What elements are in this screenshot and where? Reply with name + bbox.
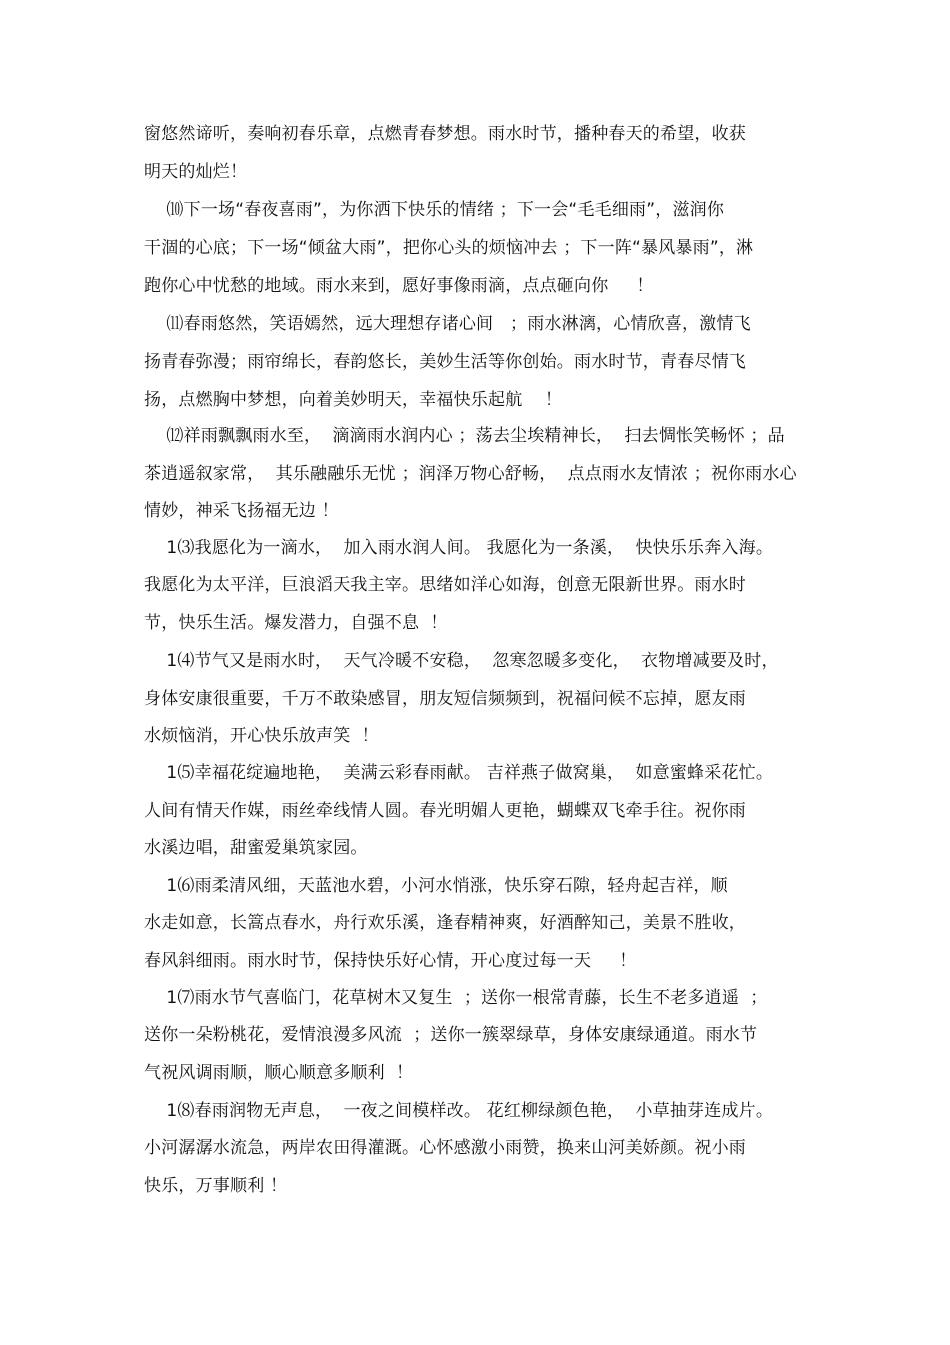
text-line: 窗悠然谛听，奏响初春乐章，点燃青春梦想。雨水时节，播种春天的希望，收获 bbox=[144, 124, 746, 144]
text-line: 水烦恼消，开心快乐放声笑 ！ bbox=[144, 726, 379, 746]
text-line: 我愿化为太平洋，巨浪滔天我主宰。思绪如洋心如海，创意无限新世界。雨水时 bbox=[144, 575, 746, 595]
text-line: 1⑶我愿化为一滴水， 加入雨水润人间。 我愿化为一条溪， 快快乐乐奔入海。 bbox=[144, 538, 774, 558]
text-line: 1⑺雨水节气喜临门，花草树木又复生 ；送你一根常青藤，长生不老多逍遥 ； bbox=[144, 988, 768, 1008]
text-line: 快乐，万事顺利 ！ bbox=[144, 1176, 288, 1196]
text-line: 1⑹雨柔清风细，天蓝池水碧，小河水悄涨，快乐穿石隙，轻舟起吉祥，顺 bbox=[144, 876, 728, 896]
text-line: 扬，点燃胸中梦想，向着美妙明天，幸福快乐起航 ！ bbox=[144, 390, 563, 410]
text-line: 小河潺潺水流急，两岸农田得灌溉。心怀感激小雨赞，换来山河美娇颜。祝小雨 bbox=[144, 1138, 746, 1158]
text-line: 春风斜细雨。雨水时节，保持快乐好心情，开心度过每一天 ！ bbox=[144, 951, 637, 971]
text-line: 茶逍遥叙家常， 其乐融融乐无忧 ；润泽万物心舒畅， 点点雨水友情浓 ；祝你雨水心 bbox=[144, 464, 797, 484]
text-line: 明天的灿烂！ bbox=[144, 162, 248, 182]
text-line: 跑你心中忧愁的地域。雨水来到，愿好事像雨滴，点点砸向你 ！ bbox=[144, 276, 654, 296]
text-line: 送你一朵粉桃花，爱情浪漫多风流 ；送你一簇翠绿草，身体安康绿通道。雨水节 bbox=[144, 1025, 758, 1045]
text-line: 1⑷节气又是雨水时， 天气冷暖不安稳， 忽寒忽暖多变化， 衣物增减要及时， bbox=[144, 651, 779, 671]
text-line: 人间有情天作媒，雨丝牵线情人圆。春光明媚人更艳，蝴蝶双飞牵手往。祝你雨 bbox=[144, 801, 746, 821]
text-line: ⑿祥雨飘飘雨水至， 滴滴雨水润内心 ；荡去尘埃精神长， 扫去惆怅笑畅怀 ；品 bbox=[144, 426, 785, 446]
text-line: 1⑸幸福花绽遍地艳， 美满云彩春雨献。 吉祥燕子做窝巢， 如意蜜蜂采花忙。 bbox=[144, 763, 774, 783]
text-line: 水溪边唱，甜蜜爱巢筑家园。 bbox=[144, 838, 368, 858]
text-line: 干涸的心底；下一场“倾盆大雨”，把你心头的烦恼冲去 ；下一阵“暴风暴雨”，淋 bbox=[144, 238, 754, 258]
text-line: 气祝风调雨顺，顺心顺意多顺利 ！ bbox=[144, 1063, 414, 1083]
text-line: 扬青春弥漫；雨帘绵长，春韵悠长，美妙生活等你创始。雨水时节，青春尽情飞 bbox=[144, 352, 746, 372]
text-line: ⑾春雨悠然，笑语嫣然，远大理想存诸心间 ；雨水淋漓，心情欣喜，激情飞 bbox=[144, 314, 751, 334]
text-line: 情妙，神采飞扬福无边 ！ bbox=[144, 501, 339, 521]
text-line: 身体安康很重要，千万不敢染感冒，朋友短信频频到，祝福问候不忘掉，愿友雨 bbox=[144, 689, 746, 709]
text-line: ⑽下一场“春夜喜雨”，为你洒下快乐的情绪 ；下一会“毛毛细雨”，滋润你 bbox=[144, 200, 725, 220]
text-line: 节，快乐生活。爆发潜力，自强不息 ！ bbox=[144, 613, 448, 633]
text-line: 水走如意，长篙点春水，舟行欢乐溪，逢春精神爽，好酒醉知己，美景不胜收， bbox=[144, 913, 746, 933]
text-line: 1⑻春雨润物无声息， 一夜之间模样改。 花红柳绿颜色艳， 小草抽芽连成片。 bbox=[144, 1101, 774, 1121]
